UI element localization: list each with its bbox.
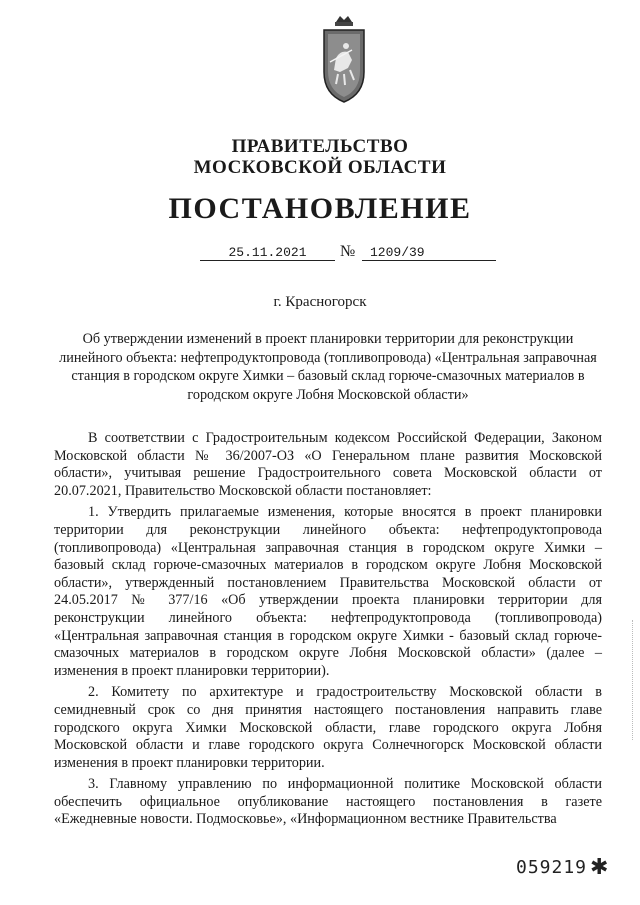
- government-name-line2: МОСКОВСКОЙ ОБЛАСТИ: [193, 157, 447, 178]
- registration-line: [200, 243, 500, 267]
- document-body: [54, 430, 602, 833]
- document-subject: Об утверждении изменений в проект планировки территории для реконструкции линейного объекта: нефтепродуктопровода (топливопровода) «Центральная заправочная станция в городском округе Химки – базовый склад горюче-смазочных материалов в городском округе Лобня Московской области»: [59, 331, 597, 403]
- city-location: г. Красногорск: [273, 294, 367, 310]
- government-name-line1: ПРАВИТЕЛЬСТВО: [231, 136, 409, 157]
- preamble-paragraph: В соответствии с Градостроительным кодексом Российской Федерации, Законом Московской области № 36/2007-ОЗ «О Генеральном плане развития Московской области», учитывая решение Градостроительного совета Московской области от 20.07.2021, Правительство Московской области постановляет:: [54, 430, 602, 499]
- star-mark: ✱: [590, 854, 609, 879]
- scan-edge-mark: [632, 620, 636, 740]
- item-2-paragraph: 2. Комитету по архитектуре и градостроительству Московской области в семидневный срок со дня принятия настоящего постановления направить главе городского округа Химки Московской области, главе городского округа Лобня Московской области и главе городского округа Солнечногорск Московской области изменения в проект планировки территории.: [54, 684, 602, 771]
- serial-number-stamp: 059219: [516, 857, 588, 878]
- registration-date: 25.11.2021: [200, 245, 335, 261]
- item-1-paragraph: 1. Утвердить прилагаемые изменения, которые вносятся в проект планировки территории для реконструкции линейного объекта: нефтепродуктопровода (топливопровода) «Центральная заправочная станция в городском округе Химки – базовый склад горюче-смазочных материалов в городском округе Лобня Московской области», утвержденный постановлением Правительства Московской области от 24.05.2017 № 377/16 «Об утверждении проекта планировки территории для реконструкции линейного объекта: нефтепродуктопровода (топливопровода) «Центральная заправочная станция в городском округе Химки - базовый склад горюче-смазочных материалов в городском округе Лобня Московской области» (далее – изменения в проект планировки территории).: [54, 504, 602, 679]
- document-type-title: ПОСТАНОВЛЕНИЕ: [168, 192, 472, 225]
- number-sign: №: [340, 243, 356, 260]
- item-3-paragraph: 3. Главному управлению по информационной политике Московской области обеспечить официальное опубликование настоящего постановления в газете «Ежедневные новости. Подмосковье», «Информационном вестнике Правительства: [54, 776, 602, 828]
- coat-of-arms-emblem: [318, 14, 370, 106]
- registration-number: 1209/39: [362, 245, 496, 261]
